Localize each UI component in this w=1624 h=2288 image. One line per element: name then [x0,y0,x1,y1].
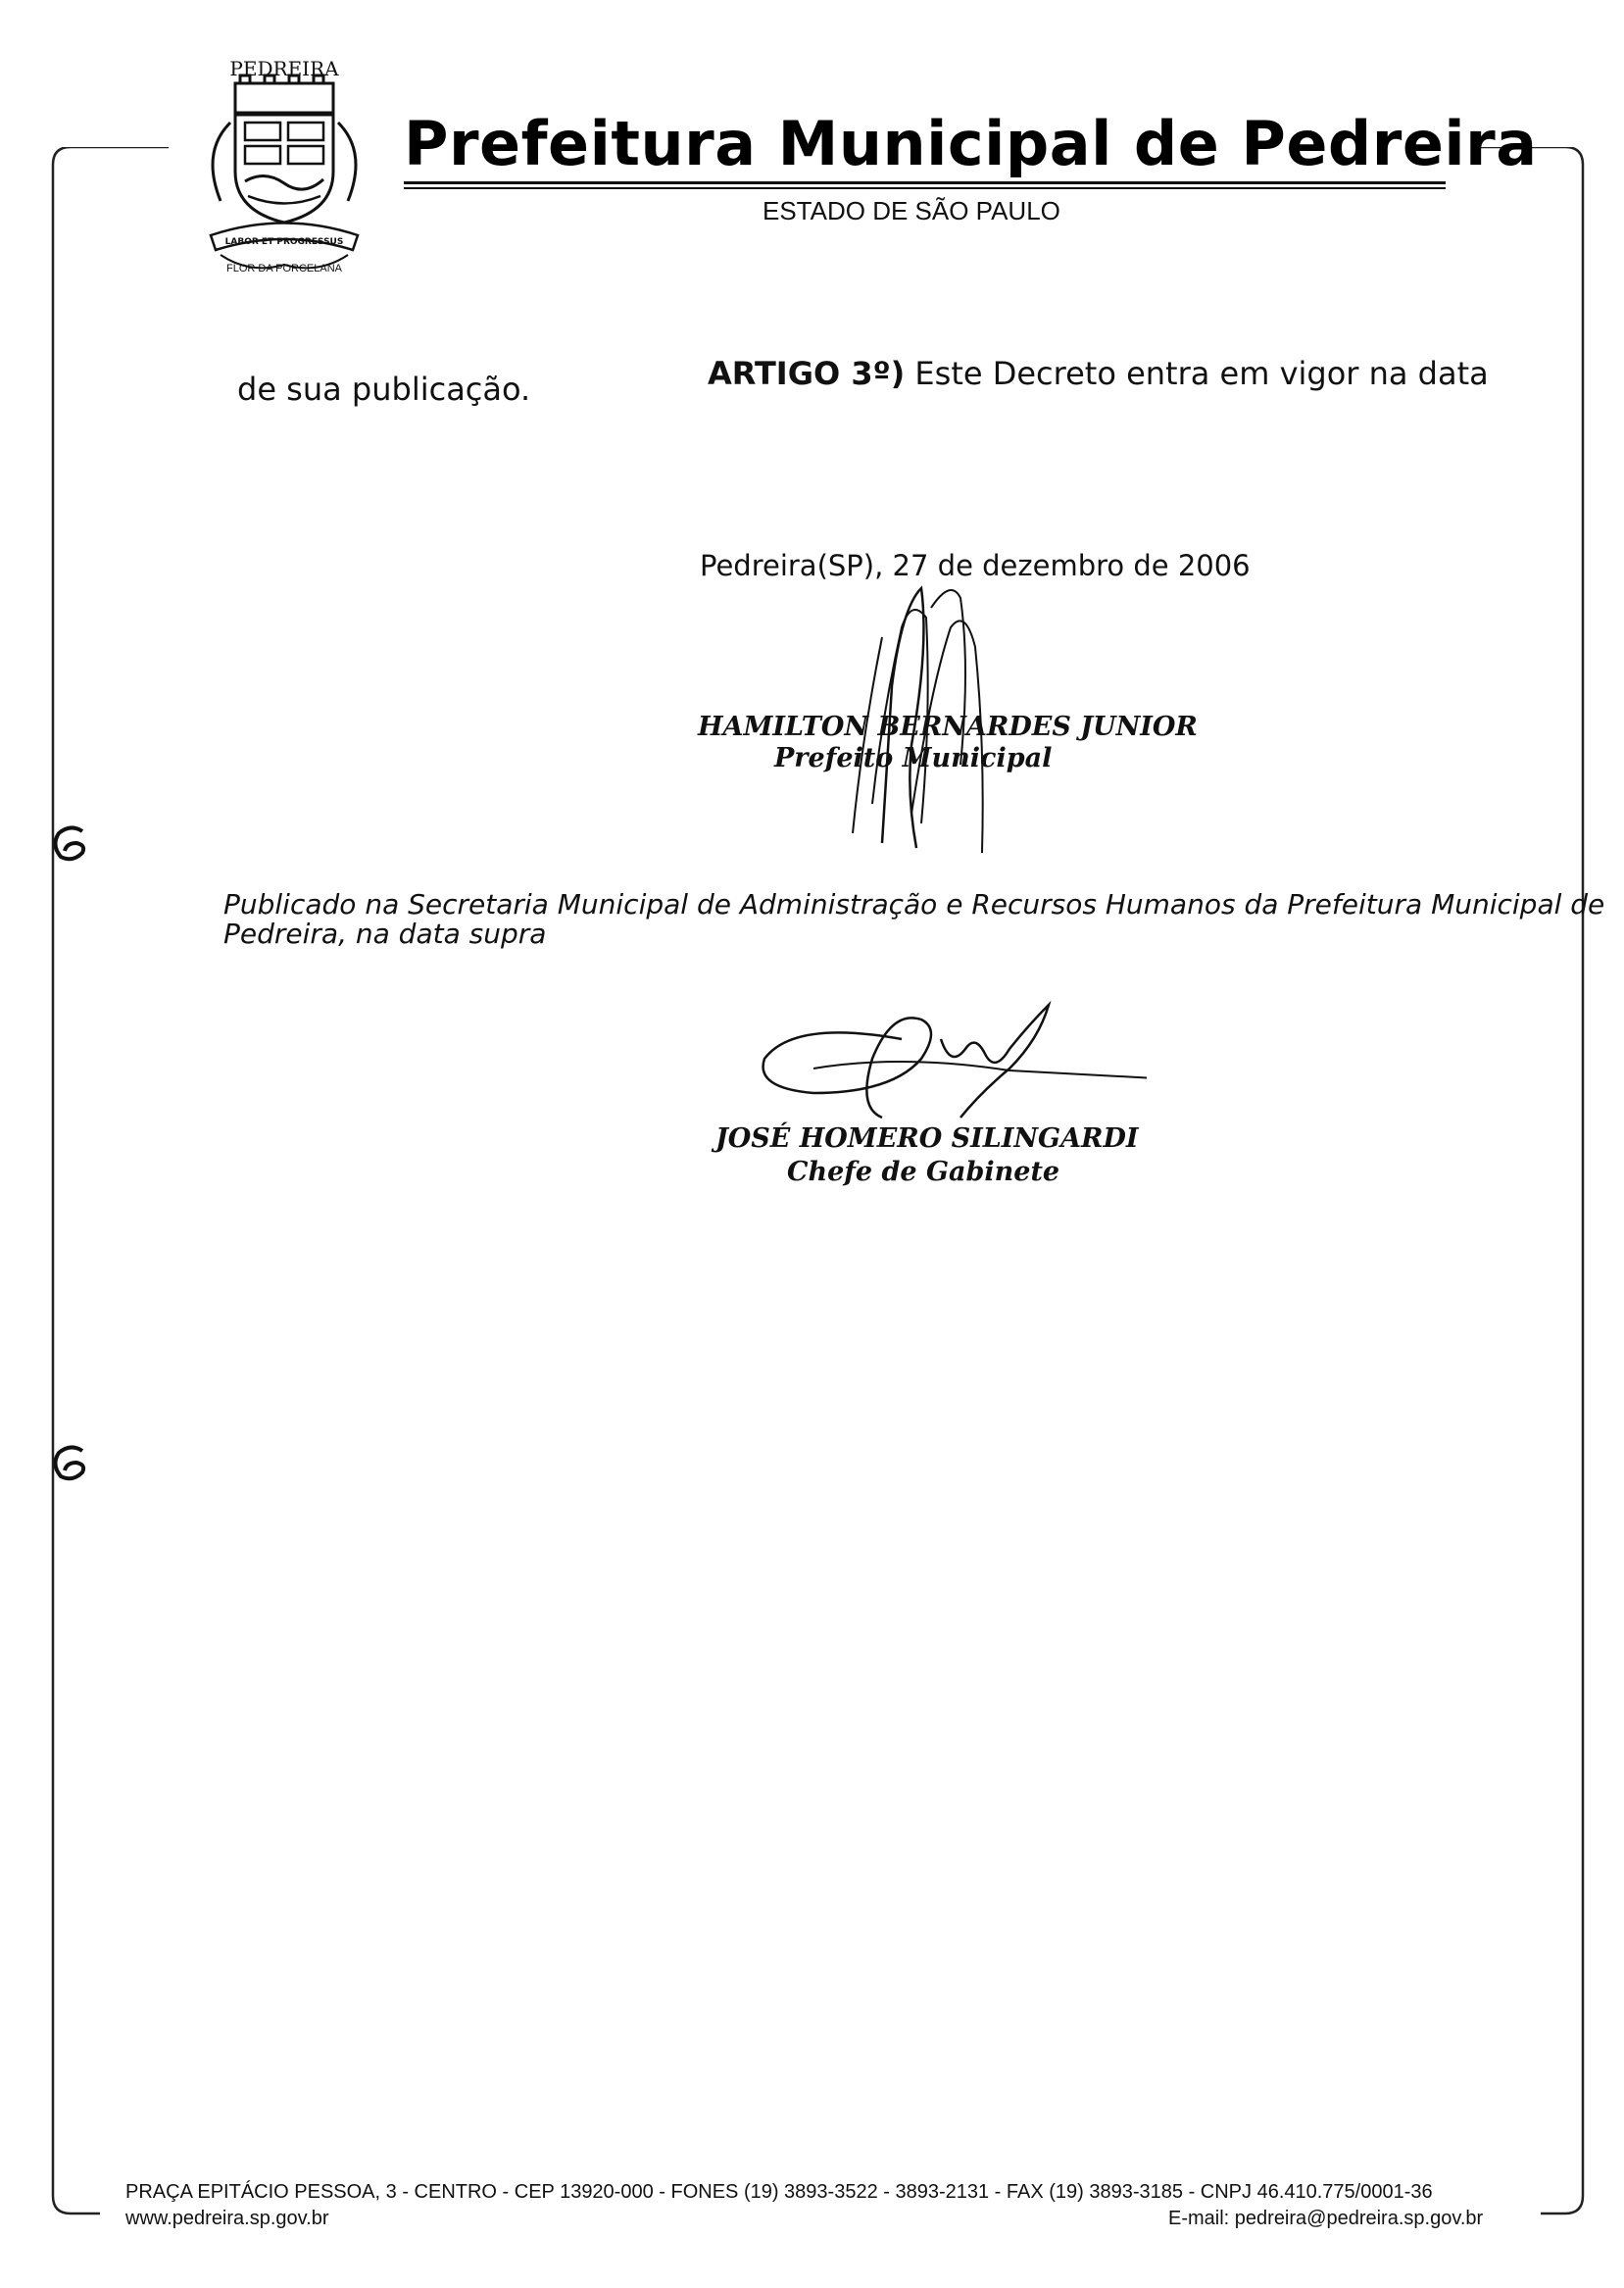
chief-name: JOSÉ HOMERO SILINGARDI [715,1123,1139,1154]
publication-note-line-2: Pedreira, na data supra [223,918,547,950]
footer-website: www.pedreira.sp.gov.br [125,2208,329,2229]
article-text: Este Decreto entra em vigor na data [914,355,1489,392]
article-number: ARTIGO 3º) [708,355,906,392]
chief-handwritten-signature [755,1000,1147,1127]
dateline: Pedreira(SP), 27 de dezembro de 2006 [700,549,1251,582]
svg-text:PEDREIRA: PEDREIRA [229,57,339,80]
municipal-crest-logo [191,54,377,289]
publication-note-line-1: Publicado na Secretaria Municipal de Administração e Recursos Humanos da Prefeitura Municipal de [223,888,1605,920]
article-line-2: de sua publicação. [237,371,531,408]
margin-mark-icon [49,821,92,865]
svg-text:FLOR DA PORCELANA: FLOR DA PORCELANA [226,263,342,274]
article-line-1 [708,355,1489,392]
mayor-name: HAMILTON BERNARDES JUNIOR [698,712,1198,742]
title-underline [404,181,1446,184]
footer-email: E-mail: pedreira@pedreira.sp.gov.br [1168,2208,1484,2229]
state-subtitle: ESTADO DE SÃO PAULO [763,196,1060,225]
title-underline-thin [404,187,1446,189]
chief-role: Chefe de Gabinete [787,1157,1060,1187]
mayor-role: Prefeito Municipal [774,743,1053,773]
margin-mark-icon [49,1441,92,1484]
letterhead-title: Prefeitura Municipal de Pedreira [404,108,1538,179]
svg-text:LABOR ET PROGRESSUS: LABOR ET PROGRESSUS [224,237,344,247]
footer-address: PRAÇA EPITÁCIO PESSOA, 3 - CENTRO - CEP 13920-000 - FONES (19) 3893-3522 - 3893-2131 - FAX (19) 3893-3185 - CNPJ 46.410.775/0001-36 [125,2181,1433,2203]
